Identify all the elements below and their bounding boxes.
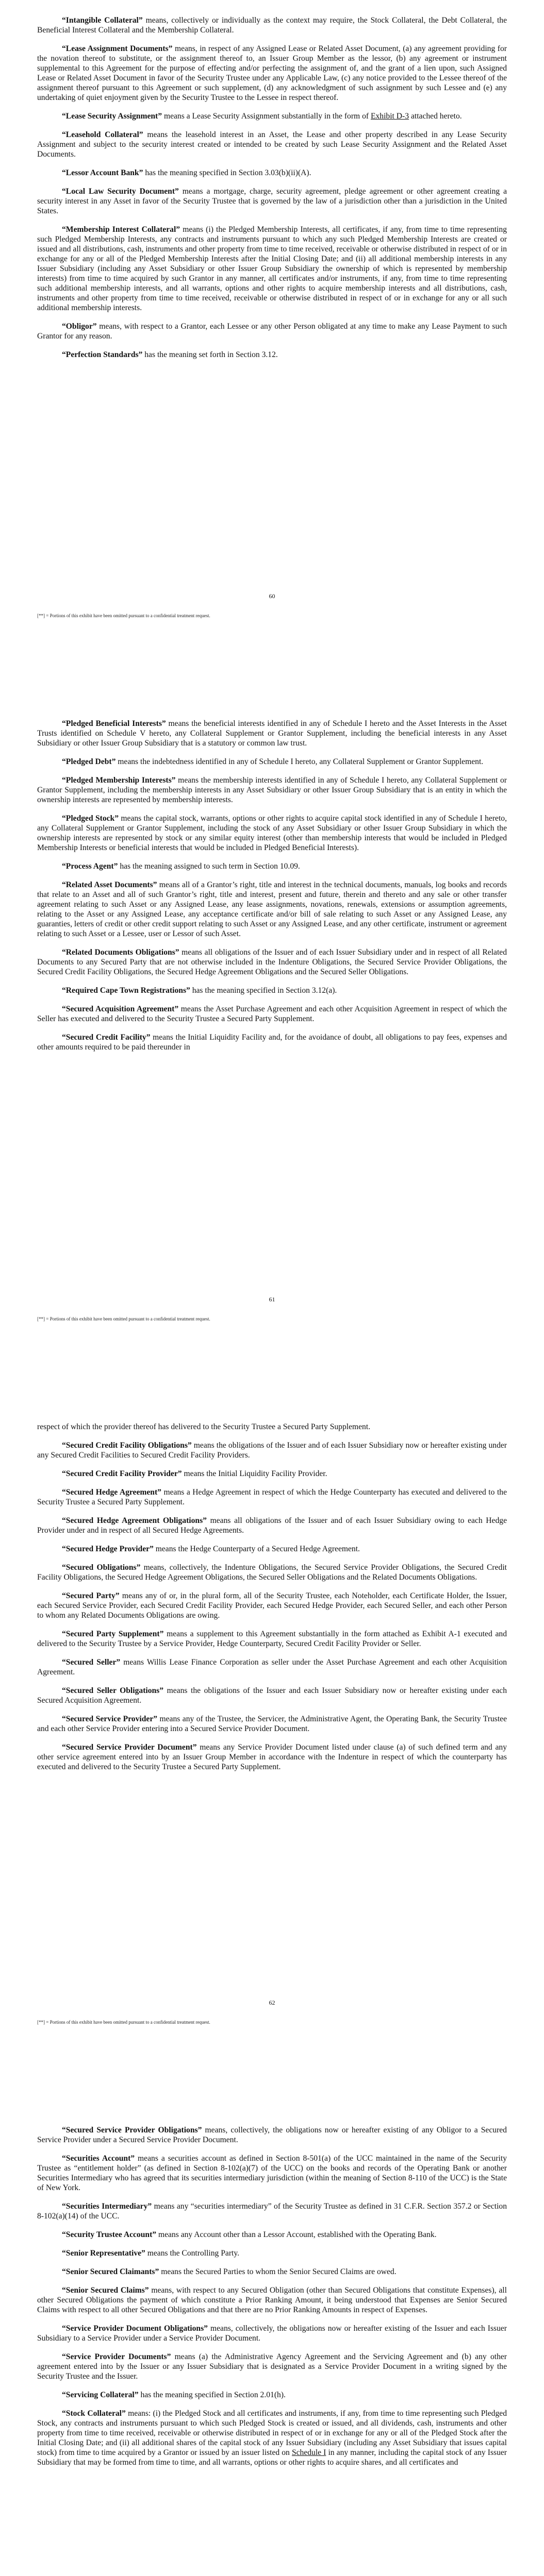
definition-text: means the indebtedness identified in any of Schedule I hereto, any Collateral Supplement or Grantor Supplement. — [116, 757, 484, 766]
definition-text: means all obligations of the Issuer and of each Issuer Subsidiary owing to each Hedge Provider under and in respect of all Secured Hedge Agreements. — [37, 1516, 507, 1535]
defined-term: “Lessor Account Bank” — [62, 168, 143, 177]
defined-term: “Pledged Membership Interests” — [62, 776, 176, 785]
confidential-footnote: [**] = Portions of this exhibit have been omitted pursuant to a confidential treatment request. — [37, 2020, 210, 2025]
defined-term: “Senior Representative” — [62, 2249, 145, 2258]
document-page — [0, 2110, 544, 2576]
definition-paragraph — [37, 321, 507, 341]
defined-term: “Secured Service Provider Obligations” — [62, 2126, 202, 2134]
definition-text: means, collectively or individually as the context may require, the Stock Collateral, the Debt Collateral, the Beneficial Interest Collateral and the Membership Collateral. — [37, 16, 507, 35]
definition-text: means any “securities intermediary” of the Security Trustee as defined in 31 C.F.R. Section 357.2 or Section 8-102(a)(14) of the UCC. — [37, 2202, 507, 2221]
definition-paragraph — [37, 2285, 507, 2315]
defined-term: “Obligor” — [62, 322, 97, 331]
definition-text: means the Hedge Counterparty of a Secured Hedge Agreement. — [153, 1545, 360, 1553]
defined-term: “Secured Credit Facility Provider” — [62, 1469, 182, 1478]
definition-paragraph — [37, 814, 507, 853]
definition-text: means, collectively, the obligations now or hereafter existing of any Obligor to a Secured Service Provider under a Secured Service Provider Document. — [37, 2126, 507, 2144]
page-number: 60 — [269, 592, 275, 600]
definition-text: has the meaning specified in Section 3.03(b)(ii)(A). — [143, 168, 311, 177]
definition-paragraph — [37, 1714, 507, 1734]
definition-paragraph — [37, 1516, 507, 1535]
definition-text: means the capital stock, warrants, options or other rights to acquire capital stock identified in any of Schedule I hereto, any Collateral Supplement or Grantor Supplement, including the stock of any Asset Subsidiary or other Issuer Group Subsidiary in which the ownership interests are represented by stock or any similar equity interest (other than membership interests that would be included in Pledged Membership Interests or beneficial interests that would be included in Pledged Beneficial Interests). — [37, 814, 507, 852]
defined-term: “Securities Account” — [62, 2154, 135, 2163]
definition-paragraph — [37, 130, 507, 159]
defined-term: “Local Law Security Document” — [62, 187, 179, 196]
defined-term: “Related Asset Documents” — [62, 880, 157, 889]
definition-paragraph — [37, 757, 507, 767]
document-page — [0, 703, 544, 1406]
definition-paragraph — [37, 225, 507, 313]
definition-paragraph — [37, 1686, 507, 1705]
definition-text: means the Initial Liquidity Facility Provider. — [182, 1469, 327, 1478]
definition-paragraph — [37, 2409, 507, 2467]
definition-paragraph — [37, 168, 507, 178]
definition-paragraph — [37, 947, 507, 977]
defined-term: “Secured Hedge Provider” — [62, 1545, 154, 1553]
document-page — [0, 1406, 544, 2110]
definition-text: has the meaning set forth in Section 3.12. — [142, 350, 278, 359]
definition-paragraph — [37, 861, 507, 871]
definition-paragraph — [37, 1544, 507, 1554]
defined-term: “Secured Service Provider” — [62, 1715, 158, 1723]
definition-paragraph — [37, 1469, 507, 1479]
definition-text: means the Controlling Party. — [145, 2249, 240, 2258]
definition-paragraph — [37, 719, 507, 748]
definition-paragraph — [37, 111, 507, 121]
defined-term: “Pledged Debt” — [62, 757, 116, 766]
confidential-footnote: [**] = Portions of this exhibit have been omitted pursuant to a confidential treatment request. — [37, 1316, 210, 1321]
definition-paragraph — [37, 350, 507, 360]
definition-paragraph — [37, 2201, 507, 2221]
definition-paragraph — [37, 1657, 507, 1677]
definition-text: means a supplement to this Agreement substantially in the form attached as Exhibit A-1 executed and delivered to the Security Trustee by a Service Provider, Hedge Counterparty, Secured Credit Facility Provider or Seller. — [37, 1630, 507, 1648]
defined-term: “Membership Interest Collateral” — [62, 225, 180, 234]
definition-paragraph — [37, 187, 507, 216]
definition-text: means the Secured Parties to whom the Senior Secured Claims are owed. — [159, 2267, 397, 2276]
defined-term: “Secured Acquisition Agreement” — [62, 1005, 179, 1013]
definition-text: means all of a Grantor’s right, title and interest in the technical documents, manuals, log books and records that relate to an Asset and all of such Grantor’s right, title and interest, present and future, therein and thereto and any sale or other transfer agreement relating to such Asset or any Assigned Lease, any lease assignments, novations, renewals, extensions or assumption agreements, relating to the Asset or any Assigned Lease, any acceptance certificate and/or bill of sale relating to such Asset or any Assigned Lease, any guaranties, letters of credit or other credit support relating to such Asset or any Assigned Lease, and any other certificate, instrument or agreement relating to such Asset or a Lessee, user or Lessor of such Asset. — [37, 880, 507, 938]
definition-paragraph — [37, 2324, 507, 2343]
definition-paragraph — [37, 44, 507, 103]
definition-paragraph — [37, 1742, 507, 1772]
definition-text: means (a) the Administrative Agency Agreement and the Servicing Agreement and (b) any other agreement entered into by the Issuer or any Issuer Subsidiary that is designated as a Service Provider Document in a writing signed by the Security Trustee and the Issuer. — [37, 2352, 507, 2381]
definition-paragraph — [37, 1422, 507, 1432]
definition-paragraph — [37, 2230, 507, 2240]
defined-term: “Related Documents Obligations” — [62, 948, 179, 957]
definition-text: means a mortgage, charge, security agreement, pledge agreement or other agreement creating a security interest in any Asset in favor of the Security Trustee that is governed by the law of a jurisdiction other than a jurisdiction in the United States. — [37, 187, 507, 215]
defined-term: “Leasehold Collateral” — [62, 130, 143, 139]
definition-text: means the Initial Liquidity Facility and, for the avoidance of doubt, all obligations to pay fees, expenses and other amounts required to be paid thereunder in — [37, 1033, 507, 1052]
definition-text: means: (i) the Pledged Stock and all certificates and instruments, if any, from time to time representing such Pledged Stock, any contracts and instruments pursuant to which such Pledged Stock is created or issued, and all dividends, cash, instruments and other property from time to time received, receivable or otherwise distributed in respect of or in exchange for any or all of the Pledged Stock after the Initial Closing Date; and (ii) all additional shares of the capital stock of any Issuer Subsidiary (including any Asset Subsidiary that issues capital stock) from time to time acquired by a Grantor or issued by an issuer listed on — [37, 2409, 507, 2457]
definition-paragraph — [37, 1004, 507, 1024]
definition-text: means, in respect of any Assigned Lease or Related Asset Document, (a) any agreement providing for the novation thereof to substitute, or the assignment thereof to, an Issuer Group Member as the lessor, (b) any agreement or instrument supplemental to this Agreement for the purpose of effecting and/or perfecting the assignment of, and the grant of a lien upon, such Assigned Lease or Related Asset Document in favor of the Security Trustee under any Applicable Law, (c) any notice provided to the Lessee thereof of the assignment thereof pursuant to this Agreement or such supplement, (d) any acknowledgment of such assignment by such Lessee and (e) any undertaking of quiet enjoyment given by the Security Trustee to the Lessee in respect thereof. — [37, 44, 507, 102]
defined-term: “Stock Collateral” — [62, 2409, 126, 2418]
defined-term: “Pledged Beneficial Interests” — [62, 719, 166, 728]
definition-text: means, collectively, the Indenture Obligations, the Secured Service Provider Obligations, the Secured Credit Facility Obligations, the Secured Hedge Agreement Obligations, the Secured Seller Obligations and the Related Documents Obligations. — [37, 1563, 507, 1582]
definition-text: means (i) the Pledged Membership Interests, all certificates, if any, from time to time representing such Pledged Membership Interests, any contracts and instruments pursuant to which any such Pledged Membership Interests are created or issued and all distributions, cash, instruments and other property from time to time received, receivable or otherwise distributed in respect of or in exchange for any or all of the Pledged Membership Interests after the Initial Closing Date; and (ii) all additional membership interests in any Issuer Subsidiary (including any Asset Subsidiary or other Issuer Group Subsidiary the ownership of which is represented by membership interests) from time to time acquired by such Grantor in any manner, all certificates and/or instruments, if any, from time to time representing such additional membership interests, and all warrants, options and other rights to acquire membership interests and all distributions, cash, instruments and other property from time to time received, receivable or otherwise distributed in respect of or in exchange for any or all such additional membership interests. — [37, 225, 507, 312]
definition-text: means any of the Trustee, the Servicer, the Administrative Agent, the Operating Bank, the Security Trustee and each other Service Provider entering into a Secured Service Provider Document. — [37, 1715, 507, 1733]
definition-paragraph — [37, 1440, 507, 1460]
definition-paragraph — [37, 2125, 507, 2145]
definition-text: has the meaning assigned to such term in Section 10.09. — [118, 862, 300, 871]
definition-text: means the leasehold interest in an Asset, the Lease and other property described in any Lease Security Assignment and subject to the security interest created or intended to be created by such Lease Security Assignment and the Related Asset Documents. — [37, 130, 507, 159]
defined-term: “Secured Party Supplement” — [62, 1630, 164, 1638]
definition-text: means the beneficial interests identified in any of Schedule I hereto and the Asset Interests in the Asset Trusts identified on Schedule V hereto, any Collateral Supplement or Grantor Supplement, including the beneficial interests in any Asset Subsidiary or other Issuer Group Subsidiary that is a statutory or common law trust. — [37, 719, 507, 748]
definition-paragraph — [37, 2390, 507, 2400]
defined-term: “Service Provider Documents” — [62, 2352, 171, 2361]
defined-term: “Securities Intermediary” — [62, 2202, 152, 2211]
page-body — [37, 719, 507, 1061]
page-body — [37, 2125, 507, 2476]
page-number: 62 — [269, 1999, 275, 2006]
definition-paragraph — [37, 1591, 507, 1620]
defined-term: “Pledged Stock” — [62, 814, 119, 823]
defined-term: “Perfection Standards” — [62, 350, 143, 359]
definition-paragraph — [37, 2352, 507, 2381]
defined-term: “Secured Credit Facility Obligations” — [62, 1441, 192, 1450]
definition-text: respect of which the provider thereof has delivered to the Security Trustee a Secured Party Supplement. — [37, 1422, 371, 1431]
definition-paragraph — [37, 1629, 507, 1649]
definition-text: means a Hedge Agreement in respect of which the Hedge Counterparty has executed and delivered to the Security Trustee a Secured Party Supplement. — [37, 1488, 507, 1506]
definition-text: means, with respect to a Grantor, each Lessee or any other Person obligated at any time to make any Lease Payment to such Grantor for any reason. — [37, 322, 507, 341]
cross-reference-link[interactable]: Exhibit D-3 — [370, 112, 409, 121]
definition-text: means the obligations of the Issuer and each Issuer Subsidiary now or hereafter existing under each Secured Acquisition Agreement. — [37, 1686, 507, 1705]
defined-term: “Secured Credit Facility” — [62, 1033, 151, 1042]
definition-paragraph — [37, 880, 507, 939]
definition-text: means any of or, in the plural form, all of the Security Trustee, each Noteholder, each Certificate Holder, the Issuer, each Secured Service Provider, each Secured Credit Facility Provider, each Secured Hedge Provider, each Secured Seller, and each other Person to whom any Related Documents Obligations are owing. — [37, 1591, 507, 1620]
defined-term: “Secured Hedge Agreement Obligations” — [62, 1516, 207, 1525]
defined-term: “Lease Security Assignment” — [62, 112, 162, 121]
defined-term: “Security Trustee Account” — [62, 2230, 157, 2239]
definition-paragraph — [37, 2267, 507, 2277]
defined-term: “Lease Assignment Documents” — [62, 44, 173, 53]
definition-text: means any Service Provider Document listed under clause (a) of such defined term and any other service agreement entered into by an Issuer Group Member in accordance with the Indenture in respect of which the counterparty has executed and delivered to the Security Trustee a Secured Party Supplement. — [37, 1743, 507, 1771]
defined-term: “Required Cape Town Registrations” — [62, 986, 190, 995]
definition-text: means a Lease Security Assignment substantially in the form of — [162, 112, 371, 121]
definition-text: has the meaning specified in Section 3.12(a). — [190, 986, 337, 995]
definition-paragraph — [37, 1563, 507, 1582]
definition-paragraph — [37, 1487, 507, 1507]
page-number: 61 — [269, 1296, 275, 1303]
definition-paragraph — [37, 15, 507, 35]
definition-text-tail: attached hereto. — [409, 112, 462, 121]
definition-text: means all obligations of the Issuer and of each Issuer Subsidiary under and in respect of all Related Documents to any Secured Party that are not otherwise included in the Indenture Obligations, the Secured Service Provider Obligations, the Secured Credit Facility Obligations, the Secured Hedge Agreement Obligations and the Secured Seller Obligations. — [37, 948, 507, 976]
definition-text: means any Account other than a Lessor Account, established with the Operating Bank. — [156, 2230, 437, 2239]
definition-paragraph — [37, 1032, 507, 1052]
definition-text: has the meaning specified in Section 2.01(h). — [138, 2391, 286, 2399]
defined-term: “Intangible Collateral” — [62, 16, 143, 25]
definition-paragraph — [37, 2248, 507, 2258]
defined-term: “Secured Service Provider Document” — [62, 1743, 197, 1752]
defined-term: “Secured Seller Obligations” — [62, 1686, 164, 1695]
definition-text: means a securities account as defined in Section 8-501(a) of the UCC maintained in the name of the Security Trustee as “entitlement holder” (as defined in Section 8-102(a)(7) of the UCC) on the books and records of the Operating Bank or another Securities Intermediary who has agreed that its securities intermediary jurisdiction (within the meaning of Section 8-110 of the UCC) is the State of New York. — [37, 2154, 507, 2192]
definition-text: means, with respect to any Secured Obligation (other than Secured Obligations that constitute Expenses), all other Secured Obligations the payment of which constitute a Prior Ranking Amount, it being understood that Expenses are Senior Secured Claims with respect to all other Secured Obligations and that there are no Prior Ranking Amounts in respect of Expenses. — [37, 2286, 507, 2314]
defined-term: “Secured Obligations” — [62, 1563, 141, 1572]
defined-term: “Senior Secured Claimants” — [62, 2267, 159, 2276]
definition-paragraph — [37, 986, 507, 995]
defined-term: “Secured Hedge Agreement” — [62, 1488, 161, 1497]
definition-paragraph — [37, 775, 507, 805]
defined-term: “Secured Seller” — [62, 1658, 121, 1667]
definition-text-tail: in any manner, including the capital stock of any Issuer Subsidiary that may be formed from time to time, and all warrants, options or other rights to acquire shares, and all certificates and — [37, 2448, 507, 2467]
document-page — [0, 0, 544, 703]
cross-reference-link[interactable]: Schedule I — [291, 2448, 326, 2457]
defined-term: “Secured Party” — [62, 1591, 120, 1600]
definition-text: means, collectively, the obligations now or hereafter existing of the Issuer and each Issuer Subsidiary to a Service Provider under a Service Provider Document. — [37, 2324, 507, 2343]
defined-term: “Service Provider Document Obligations” — [62, 2324, 208, 2333]
page-body — [37, 15, 507, 368]
definition-text: means the membership interests identified in any of Schedule I hereto, any Collateral Supplement or Grantor Supplement, including the membership interests in any Asset Subsidiary or other Issuer Group Subsidiary that is an entity in which the ownership interests are represented by membership interests. — [37, 776, 507, 804]
confidential-footnote: [**] = Portions of this exhibit have been omitted pursuant to a confidential treatment request. — [37, 613, 210, 618]
defined-term: “Process Agent” — [62, 862, 118, 871]
definition-text: means the obligations of the Issuer and of each Issuer Subsidiary now or hereafter existing under any Secured Credit Facilities to Secured Credit Facility Providers. — [37, 1441, 507, 1460]
defined-term: “Servicing Collateral” — [62, 2391, 139, 2399]
definition-paragraph — [37, 2154, 507, 2193]
defined-term: “Senior Secured Claims” — [62, 2286, 149, 2295]
definition-text: means the Asset Purchase Agreement and each other Acquisition Agreement in respect of which the Seller has executed and delivered to the Security Trustee a Secured Party Supplement. — [37, 1005, 507, 1023]
page-body — [37, 1422, 507, 1781]
definition-text: means Willis Lease Finance Corporation as seller under the Asset Purchase Agreement and each other Acquisition Agreement. — [37, 1658, 507, 1676]
